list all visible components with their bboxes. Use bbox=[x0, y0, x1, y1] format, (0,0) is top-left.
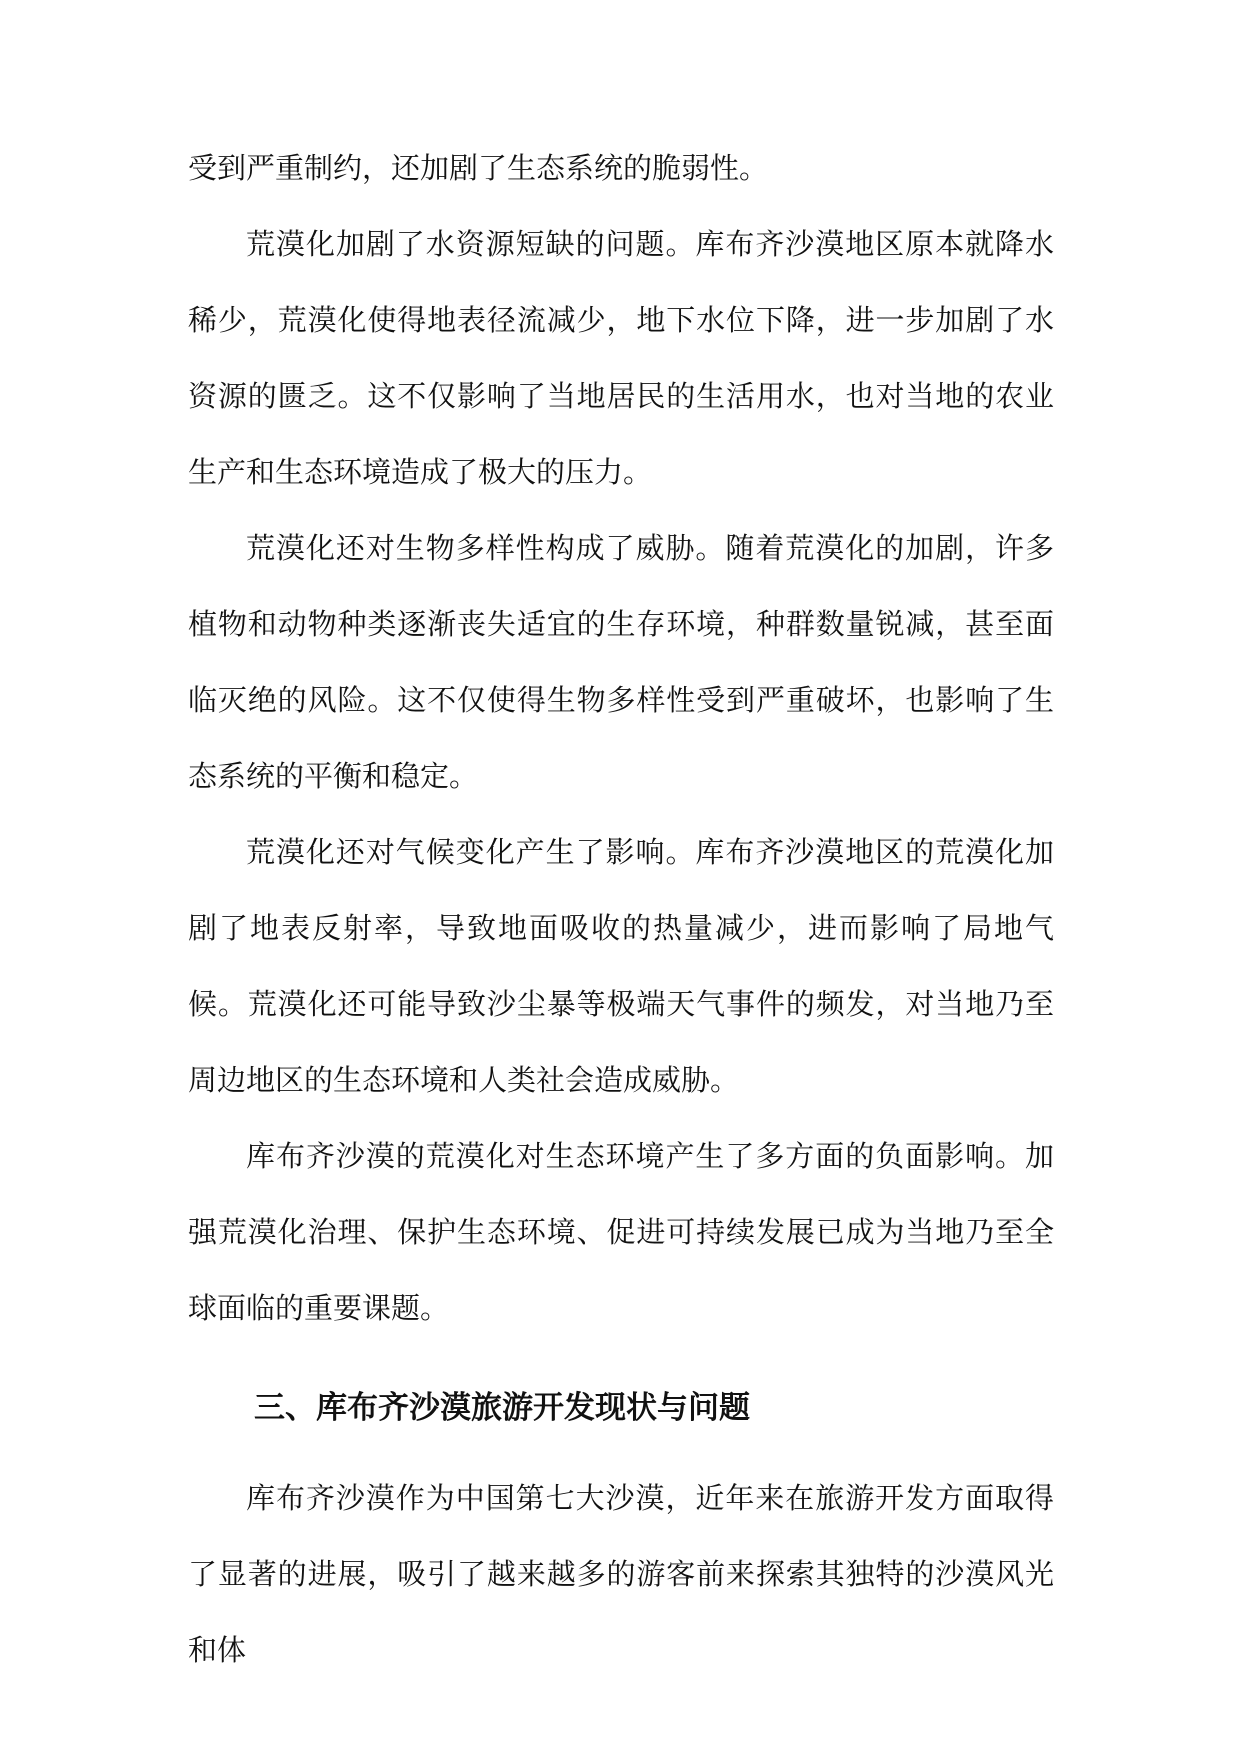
paragraph-water-scarcity: 荒漠化加剧了水资源短缺的问题。库布齐沙漠地区原本就降水稀少，荒漠化使得地表径流减少，地下水位下降，进一步加剧了水资源的匮乏。这不仅影响了当地居民的生活用水，也对当地的农业生产和生态环境造成了极大的压力。 bbox=[188, 227, 1054, 489]
paragraph-biodiversity: 荒漠化还对生物多样性构成了威胁。随着荒漠化的加剧，许多植物和动物种类逐渐丧失适宜的生存环境，种群数量锐减，甚至面临灭绝的风险。这不仅使得生物多样性受到严重破坏，也影响了生态系统的平衡和稳定。 bbox=[188, 531, 1054, 793]
body-text-block bbox=[188, 130, 1054, 1346]
continuation-paragraph: 受到严重制约，还加剧了生态系统的脆弱性。 bbox=[188, 151, 769, 185]
section-heading: 三、库布齐沙漠旅游开发现状与问题 bbox=[254, 1390, 750, 1426]
paragraph-climate: 荒漠化还对气候变化产生了影响。库布齐沙漠地区的荒漠化加剧了地表反射率，导致地面吸收的热量减少，进而影响了局地气候。荒漠化还可能导致沙尘暴等极端天气事件的频发，对当地乃至周边地区的生态环境和人类社会造成威胁。 bbox=[188, 835, 1054, 1097]
paragraph-tourism-intro: 库布齐沙漠作为中国第七大沙漠，近年来在旅游开发方面取得了显著的进展，吸引了越来越多的游客前来探索其独特的沙漠风光和体 bbox=[188, 1481, 1054, 1667]
section-text-block bbox=[188, 1460, 1054, 1688]
paragraph-summary: 库布齐沙漠的荒漠化对生态环境产生了多方面的负面影响。加强荒漠化治理、保护生态环境、促进可持续发展已成为当地乃至全球面临的重要课题。 bbox=[188, 1139, 1054, 1325]
